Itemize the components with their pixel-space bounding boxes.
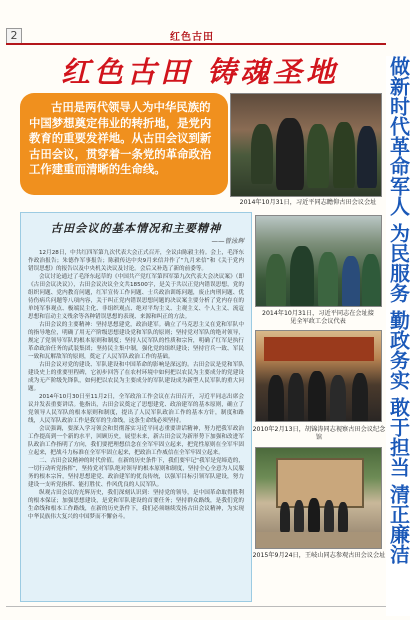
photo-xi-meets-delegates: [255, 215, 382, 307]
footer-rule: [6, 606, 386, 607]
article-box: [20, 212, 252, 602]
page-number: 2: [6, 28, 22, 44]
header-rule: [6, 43, 386, 45]
photo-wang-visits-site: [255, 447, 382, 549]
photo-hu-visits-museum: [255, 330, 382, 422]
photo-caption-1: 2014年10月31日，习近平同志瞻仰古田会议会址: [239, 199, 377, 206]
page-headline: 红色古田 铸魂圣地: [60, 55, 340, 89]
side-slogan-text: 做新时代革命军人 为民服务 勤政务实 敢于担当 清正廉洁: [386, 56, 410, 564]
article-author: ——曾泳辉: [211, 237, 244, 245]
intro-highlight-box: 古田是两代领导人为中华民族的中国梦想奠定伟业的转折地，是党内教育的重要发祥地。从古田会议到新古田会议，贯穿着一条党的革命政治工作建重而清晰的生命线。: [20, 93, 228, 195]
photo-caption-4: 2015年9月24日，王岐山同志参观古田会议会址: [252, 552, 386, 559]
masthead: 红色古田: [170, 32, 214, 43]
article-paragraph: 2014年10月30日至11月2日，全军政治工作会议在古田召开，习近平同志出席会议并发表重要讲话。他指出，古田会议奠定了思想建党、政治建军的基本原则，确立了党领导人民军队的根本原则和制度，提出了人民军队政治工作的基本方针，制度和路线，人民军队政治工作是我军的生命线，这条生命线必须坚持。: [28, 394, 244, 424]
article-paragraph: 古田会议对党的建设、军队建设和中国革命的影响是深远的。古田会议是党和军队建设史上的重要里程碑，它初步回答了在农村环境中如何把以农民为主要成分的党建设成为无产阶级先锋队，如何把以农民为主要成分的军队建设成为新型人民军队的重大问题。: [28, 362, 244, 392]
photo-caption-2: 2014年10月31日，习近平同志在会址接见全军政工会议代表: [262, 310, 374, 325]
article-title: 古田会议的基本情况和主要精神: [50, 221, 222, 235]
side-slogan-banner: [386, 56, 410, 616]
photo-xi-visit-site: [230, 93, 382, 197]
photo-caption-3: 2010年2月13日，胡锦涛同志视察古田会议纪念馆: [252, 426, 386, 441]
article-paragraph: 12月28日，中共红四军第九次代表大会正式召开，全议由陈毅主持。会上，毛泽东作政治报告；朱德作军事报告；陈毅传达中央9月来信并作了“九月来信”和《关于党内错误思想》的报告以及中央机关决议及讨论。会后又补选了新的前委等。: [28, 250, 244, 272]
article-paragraph: 会议强调，要深入学习领会和贯彻落实习近平同志重要讲话精神，努力把我军政治工作提高到一个新的水平，回顾历史，展望未来，新古田会议为新形势下加强和改进军队政治工作指明了方向，我们要把理想信念在全军牢固立起来，把党性原则在全军牢固立起来，把战斗力标准在全军牢固立起来，把政治工作威信在全军牢固立起来。: [28, 426, 244, 456]
article-paragraph: 二、古田会议精神的时代价值。在新的历史条件下，我们要牢记“我军是党缔造的，一切行动听党指挥”，坚持党对军队绝对领导的根本原则和制度，坚持全心全意为人民服务的根本宗旨，坚持思想建党、政治建军的优良传统，以强军目标引领军队建设，努力建设一支听党指挥、能打胜仗、作风优良的人民军队。: [28, 458, 244, 488]
article-paragraph: 纵观古田会议的光辉历史，我们深刻认识到：坚持党的领导，是中国革命取得胜利的根本保证；加强思想建设，是党和军队建设的首要任务；坚持群众路线，是我们党的生命线和根本工作路线，在新的历史条件下，我们必须继续发扬古田会议精神，为实现中华民族伟大复兴的中国梦而不懈奋斗。: [28, 490, 244, 520]
article-paragraph: 古田会议的主要精神：坚持思想建党，政治建军。确立了马克思主义在党和军队中的指导地位，明确了用无产阶级思想建设党和军队的原则；坚持党对军队的绝对领导，规定了党领导军队的根本原则和制度；坚持人民军队的性质和宗旨，明确了红军是执行革命政治任务的武装集团；坚持民主集中制，强化党的组织建设；坚持官兵一致、军民一致和瓦解敌军的原则，奠定了人民军队政治工作的基础。: [28, 322, 244, 360]
article-paragraph: 会议讨论通过了毛泽东起草的《中国共产党红军第四军第九次代表大会决议案》（即《古田会议决议》），古田会议决议全文共18500字，是关于共以正党内错误思想，党的组织问题、党内教育问题，红军宣传工作问题、士兵政治训练问题，废止肉刑问题、优待伤病兵问题等八项内容，关于纠正党内错误思想问题的决议案主要分析了党内存在的单纯军事观点、极端民主化、非组织观点、绝对平均主义、主观主义、个人主义、流寇思想和盲动主义残余等各种错误思想的表现、来源和纠正的方法。: [28, 274, 244, 320]
